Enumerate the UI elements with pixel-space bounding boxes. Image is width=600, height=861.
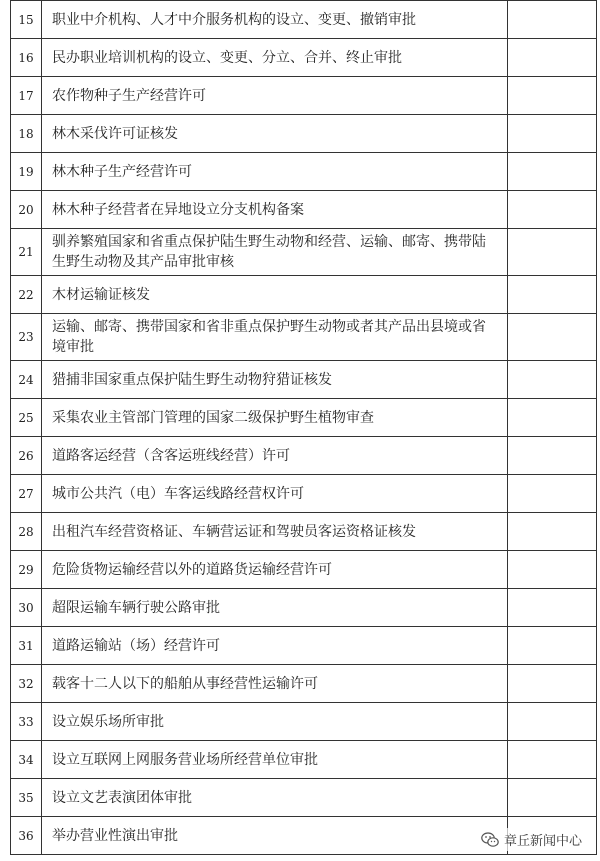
table-row (11, 276, 597, 314)
table-row (11, 191, 597, 229)
row-number: 32 (11, 665, 42, 703)
row-number: 20 (11, 191, 42, 229)
note-cell (508, 741, 597, 779)
table-row (11, 229, 597, 276)
row-number: 26 (11, 437, 42, 475)
approval-items-table (10, 0, 597, 855)
table-row (11, 314, 597, 361)
table-row (11, 703, 597, 741)
table-row (11, 115, 597, 153)
note-cell (508, 513, 597, 551)
note-cell (508, 399, 597, 437)
approval-item: 采集农业主管部门管理的国家二级保护野生植物审查 (42, 399, 508, 437)
note-cell (508, 665, 597, 703)
approval-item: 林木采伐许可证核发 (42, 115, 508, 153)
row-number: 16 (11, 39, 42, 77)
table-row (11, 77, 597, 115)
note-cell (508, 627, 597, 665)
approval-item: 道路运输站（场）经营许可 (42, 627, 508, 665)
row-number: 21 (11, 229, 42, 276)
row-number: 29 (11, 551, 42, 589)
wechat-icon (481, 832, 499, 848)
approval-item: 运输、邮寄、携带国家和省非重点保护野生动物或者其产品出县境或省境审批 (42, 314, 508, 361)
table-row (11, 1, 597, 39)
row-number: 23 (11, 314, 42, 361)
note-cell (508, 779, 597, 817)
row-number: 15 (11, 1, 42, 39)
table-row (11, 39, 597, 77)
approval-item: 载客十二人以下的船舶从事经营性运输许可 (42, 665, 508, 703)
row-number: 18 (11, 115, 42, 153)
table-row (11, 779, 597, 817)
approval-item: 设立互联网上网服务营业场所经营单位审批 (42, 741, 508, 779)
note-cell (508, 437, 597, 475)
approval-item: 猎捕非国家重点保护陆生野生动物狩猎证核发 (42, 361, 508, 399)
note-cell (508, 77, 597, 115)
note-cell (508, 551, 597, 589)
note-cell (508, 153, 597, 191)
watermark-text: 章丘新闻中心 (503, 834, 582, 849)
approval-item: 林木种子经营者在异地设立分支机构备案 (42, 191, 508, 229)
row-number: 27 (11, 475, 42, 513)
row-number: 34 (11, 741, 42, 779)
note-cell (508, 1, 597, 39)
row-number: 35 (11, 779, 42, 817)
note-cell (508, 314, 597, 361)
row-number: 30 (11, 589, 42, 627)
approval-item: 农作物种子生产经营许可 (42, 77, 508, 115)
note-cell (508, 115, 597, 153)
approval-item: 举办营业性演出审批 (42, 817, 508, 855)
approval-item: 设立文艺表演团体审批 (42, 779, 508, 817)
note-cell (508, 475, 597, 513)
table-row (11, 665, 597, 703)
note-cell (508, 276, 597, 314)
table-row (11, 153, 597, 191)
approval-item: 设立娱乐场所审批 (42, 703, 508, 741)
note-cell (508, 229, 597, 276)
table-body (11, 1, 597, 855)
note-cell (508, 39, 597, 77)
approval-item: 危险货物运输经营以外的道路货运输经营许可 (42, 551, 508, 589)
row-number: 19 (11, 153, 42, 191)
approval-item: 城市公共汽（电）车客运线路经营权许可 (42, 475, 508, 513)
row-number: 33 (11, 703, 42, 741)
row-number: 36 (11, 817, 42, 855)
note-cell (508, 589, 597, 627)
table-row (11, 361, 597, 399)
table-row (11, 589, 597, 627)
approval-item: 林木种子生产经营许可 (42, 153, 508, 191)
row-number: 24 (11, 361, 42, 399)
approval-item: 道路客运经营（含客运班线经营）许可 (42, 437, 508, 475)
table-row (11, 551, 597, 589)
table-row (11, 437, 597, 475)
row-number: 22 (11, 276, 42, 314)
approval-item: 民办职业培训机构的设立、变更、分立、合并、终止审批 (42, 39, 508, 77)
row-number: 28 (11, 513, 42, 551)
table-row (11, 627, 597, 665)
source-watermark (477, 828, 586, 851)
approval-item: 超限运输车辆行驶公路审批 (42, 589, 508, 627)
row-number: 31 (11, 627, 42, 665)
table-row (11, 513, 597, 551)
approval-item: 出租汽车经营资格证、车辆营运证和驾驶员客运资格证核发 (42, 513, 508, 551)
approval-item: 职业中介机构、人才中介服务机构的设立、变更、撤销审批 (42, 1, 508, 39)
approval-item: 驯养繁殖国家和省重点保护陆生野生动物和经营、运输、邮寄、携带陆生野生动物及其产品审批审核 (42, 229, 508, 276)
note-cell (508, 703, 597, 741)
note-cell (508, 361, 597, 399)
note-cell (508, 191, 597, 229)
approval-item: 木材运输证核发 (42, 276, 508, 314)
row-number: 25 (11, 399, 42, 437)
table-row (11, 741, 597, 779)
table-row (11, 475, 597, 513)
table-row (11, 399, 597, 437)
row-number: 17 (11, 77, 42, 115)
